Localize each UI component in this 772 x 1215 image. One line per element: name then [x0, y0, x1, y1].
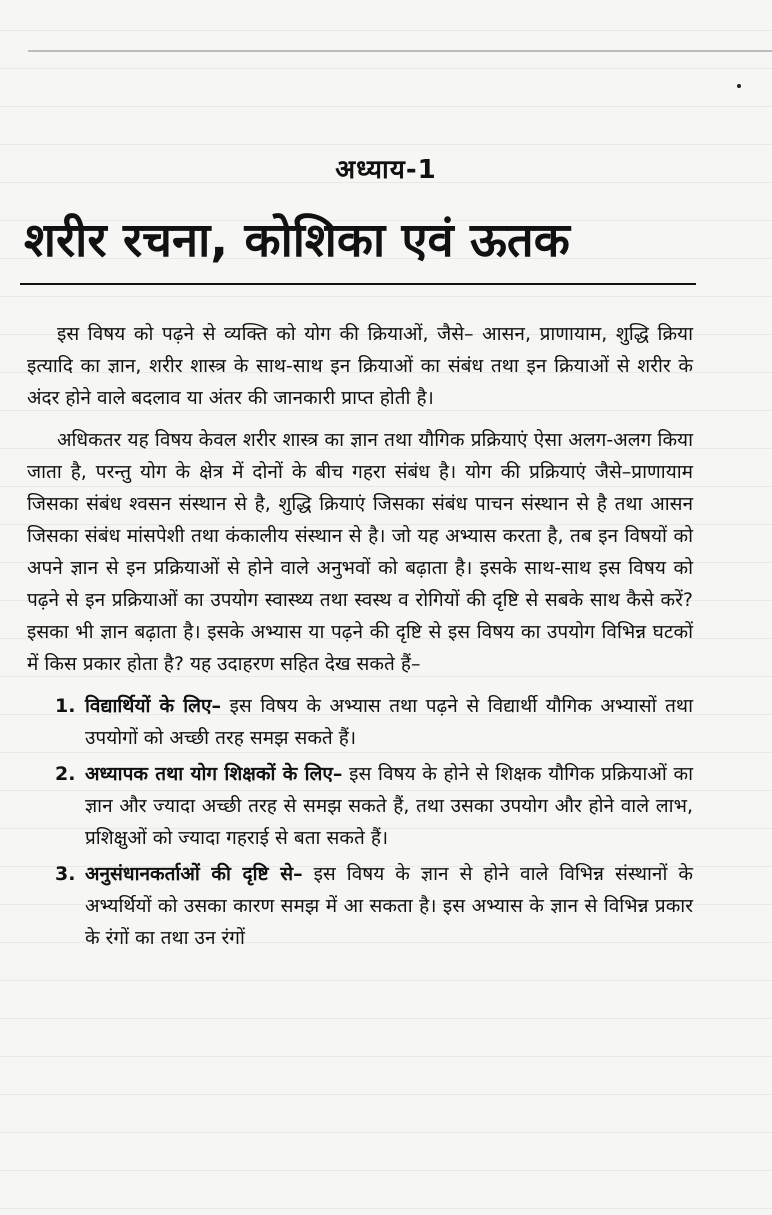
list-item — [27, 690, 693, 754]
page-body — [27, 318, 693, 958]
list-text: इस विषय के होने से शिक्षक यौगिक प्रक्रियाओं का ज्ञान और ज्यादा अच्छी तरह से समझ सकते हैं, तथा उसका उपयोग और होने वाले लाभ, प्रशिक्षुओं को ज्यादा गहराई से बता सकते हैं। — [85, 763, 693, 849]
chapter-label: अध्याय-1 — [335, 155, 437, 185]
header-rule — [28, 50, 772, 52]
list-heading: अनुसंधानकर्ताओं की दृष्टि से– — [85, 863, 303, 885]
list-text: इस विषय के ज्ञान से होने वाले विभिन्न संस्थानों के अभ्यर्थियों को उसका कारण समझ में आ सकता है। इस अभ्यास के ज्ञान से विभिन्न प्रकार के रंगों का तथा उन रंगों — [85, 863, 694, 949]
title-underline — [20, 283, 696, 285]
list-heading: विद्यार्थियों के लिए– — [85, 695, 222, 717]
list-item — [27, 858, 693, 954]
list-heading: अध्यापक तथा योग शिक्षकों के लिए– — [85, 763, 343, 785]
ink-speck — [737, 84, 741, 88]
list-text: इस विषय के अभ्यास तथा पढ़ने से विद्यार्थी यौगिक अभ्यासों तथा उपयोगों को अच्छी तरह समझ सकते हैं। — [85, 695, 693, 749]
paragraph: अधिकतर यह विषय केवल शरीर शास्त्र का ज्ञान तथा यौगिक प्रक्रियाएं ऐसा अलग-अलग किया जाता है, परन्तु योग के क्षेत्र में दोनों के बीच गहरा संबंध है। योग की प्रक्रियाएं जैसे–प्राणायाम जिसका संबंध श्वसन संस्थान से है, शुद्धि क्रियाएं जिसका संबंध पाचन संस्थान से है तथा आसन जिसका संबंध मांसपेशी तथा कंकालीय संस्थान से है। जो यह अभ्यास करता है, तब इन विषयों को अपने ज्ञान से इन प्रक्रियाओं से होने वाले अनुभवों को बढ़ाता है। इसके साथ-साथ इस विषय को पढ़ने से इन प्रक्रियाओं का उपयोग स्वास्थ्य तथा स्वस्थ व रोगियों की दृष्टि से सबके साथ कैसे करें? इसका भी ज्ञान बढ़ाता है। इसके अभ्यास या पढ़ने की दृष्टि से इस विषय का उपयोग विभिन्न घटकों में किस प्रकार होता है? यह उदाहरण सहित देख सकते हैं– — [27, 429, 693, 675]
list-number: 2. — [55, 763, 76, 785]
list-item — [27, 758, 693, 854]
paragraph: इस विषय को पढ़ने से व्यक्ति को योग की क्रियाओं, जैसे– आसन, प्राणायाम, शुद्धि क्रिया इत्यादि का ज्ञान, शरीर शास्त्र के साथ-साथ इन क्रियाओं का संबंध तथा इन क्रियाओं से शरीर के अंदर होने वाले बदलाव या अंतर की जानकारी प्राप्त होती है। — [27, 323, 693, 409]
chapter-title: शरीर रचना, कोशिका एवं ऊतक — [24, 213, 570, 268]
list-number: 3. — [55, 863, 76, 885]
list-number: 1. — [55, 695, 76, 717]
